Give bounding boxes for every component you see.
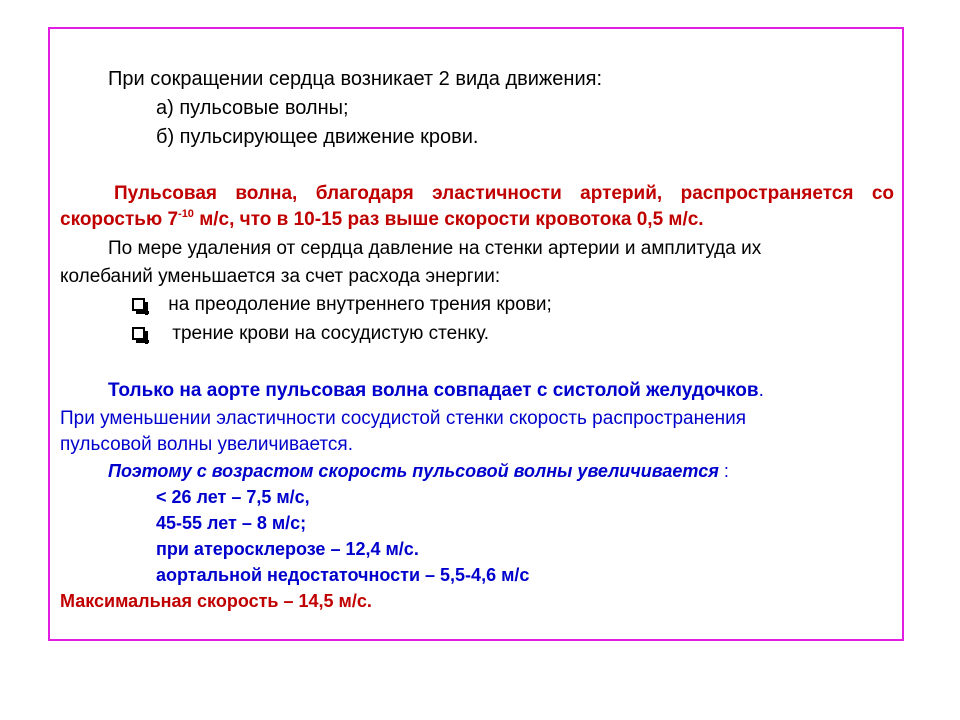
intro-item-a: а) пульсовые волны;: [156, 97, 349, 119]
bullet-item: [132, 323, 489, 345]
aorta-line-3: пульсовой волны увеличивается.: [60, 434, 353, 455]
bullet-text: на преодоление внутреннего трения крови;: [168, 294, 552, 315]
checkbox-bullet-icon: [132, 298, 145, 311]
aorta-statement-period: .: [758, 380, 764, 401]
pressure-line-1: По мере удаления от сердца давление на стенки артерии и амплитуда их: [108, 238, 762, 259]
intro-item-b: б) пульсирующее движение крови.: [156, 126, 479, 148]
wave-line-2-pre: скоростью 7: [60, 209, 179, 230]
wave-line-1: Пульсовая волна, благодаря эластичности артерий, распространяется со: [114, 183, 894, 204]
age-heading: [108, 461, 729, 482]
bullet-text: трение крови на сосудистую стенку.: [172, 323, 490, 344]
age-item: аортальной недостаточности – 5,5-4,6 м/с: [156, 565, 530, 585]
aorta-line-2: При уменьшении эластичности сосудистой стенки скорость распространения: [60, 408, 747, 429]
wave-line-2: [60, 209, 704, 231]
checkbox-bullet-icon: [132, 327, 145, 340]
age-heading-text: Поэтому с возрастом скорость пульсовой волны увеличивается: [108, 461, 719, 481]
aorta-line-1: [108, 380, 764, 402]
age-heading-colon: :: [718, 461, 729, 481]
wave-line-2-post: м/с, что в 10-15 раз выше скорости кровотока 0,5 м/с.: [193, 209, 704, 230]
pressure-line-2: колебаний уменьшается за счет расхода энергии:: [60, 266, 501, 287]
age-item: при атеросклерозе – 12,4 м/с.: [156, 539, 419, 559]
wave-speed-exponent: -10: [178, 208, 194, 220]
max-speed: Максимальная скорость – 14,5 м/с.: [60, 591, 372, 611]
aorta-statement: Только на аорте пульсовая волна совпадает с систолой желудочков: [108, 380, 759, 401]
intro-title: При сокращении сердца возникает 2 вида движения:: [108, 68, 603, 90]
age-item: 45-55 лет – 8 м/с;: [156, 513, 307, 533]
age-item: < 26 лет – 7,5 м/с,: [156, 487, 310, 507]
bullet-item: [132, 294, 552, 316]
